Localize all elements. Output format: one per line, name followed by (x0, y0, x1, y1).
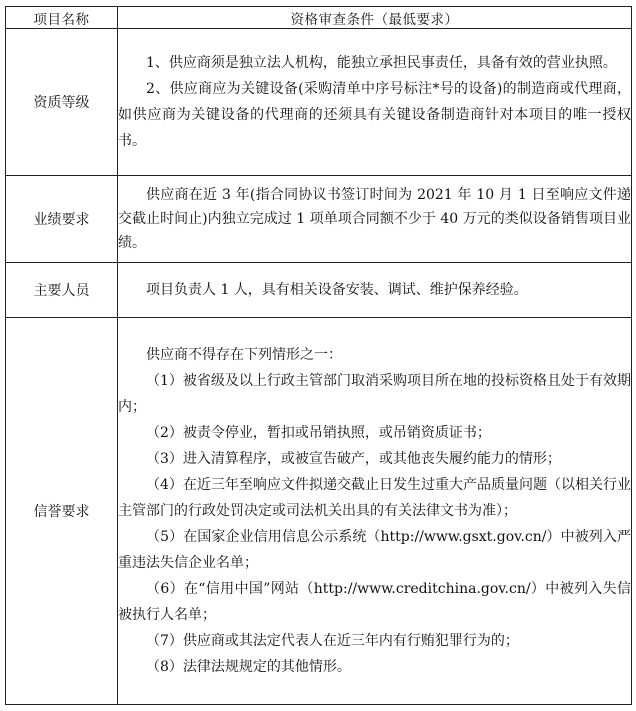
row-content-credibility (118, 318, 632, 705)
table-row (6, 176, 632, 263)
paragraph: （8）法律法规规定的其他情形。 (146, 659, 351, 675)
paragraph: （7）供应商或其法定代表人在近三年内有行贿犯罪行为的； (146, 633, 519, 649)
paragraph: （1）被省级及以上行政主管部门取消采购项目所在地的投标资格且处于有效期内； (118, 373, 631, 415)
qualification-table (5, 6, 632, 705)
row-content-performance (118, 176, 632, 263)
row-label-personnel: 主要人员 (6, 263, 118, 318)
paragraph: 供应商在近 3 年(指合同协议书签订时间为 2021 年 10 月 1 日至响应文件递交截止时间止)内独立完成过 1 项单项合同额不少于 40 万元的类似设备销售项目业绩。 (118, 187, 631, 251)
table-row (6, 263, 632, 318)
row-label-qualification: 资质等级 (6, 29, 118, 176)
row-content-qualification (118, 29, 632, 176)
header-project-name: 项目名称 (6, 7, 118, 29)
paragraph: （6）在“信用中国”网站（http://www.creditchina.gov.cn/）中被列入失信被执行人名单； (118, 581, 631, 623)
table-header-row (6, 7, 632, 29)
paragraph: 供应商不得存在下列情形之一： (146, 347, 342, 363)
row-label-performance: 业绩要求 (6, 176, 118, 263)
table-row (6, 318, 632, 705)
table-row (6, 29, 632, 176)
row-label-credibility: 信誉要求 (6, 318, 118, 705)
paragraph: 1、供应商须是独立法人机构，能独立承担民事责任，具备有效的营业执照。 (146, 55, 617, 71)
paragraph: （4）在近三年至响应文件拟递交截止日发生过重大产品质量问题（以相关行业主管部门的行政处罚决定或司法机关出具的有关法律文书为准）； (118, 477, 631, 519)
paragraph: 项目负责人 1 人，具有相关设备安装、调试、维护保养经验。 (146, 282, 528, 298)
paragraph: （2）被责令停业，暂扣或吊销执照，或吊销资质证书； (146, 425, 491, 441)
paragraph: 2、供应商应为关键设备(采购清单中序号标注*号的设备)的制造商或代理商，如供应商为关键设备的代理商的还须具有关键设备制造商针对本项目的唯一授权书。 (118, 81, 631, 149)
paragraph: （5）在国家企业信用信息公示系统（http://www.gsxt.gov.cn/）中被列入严重违法失信企业名单； (118, 529, 631, 571)
header-criteria: 资格审查条件（最低要求） (118, 7, 632, 29)
paragraph: （3）进入清算程序，或被宣告破产，或其他丧失履约能力的情形； (146, 451, 561, 467)
row-content-personnel (118, 263, 632, 318)
